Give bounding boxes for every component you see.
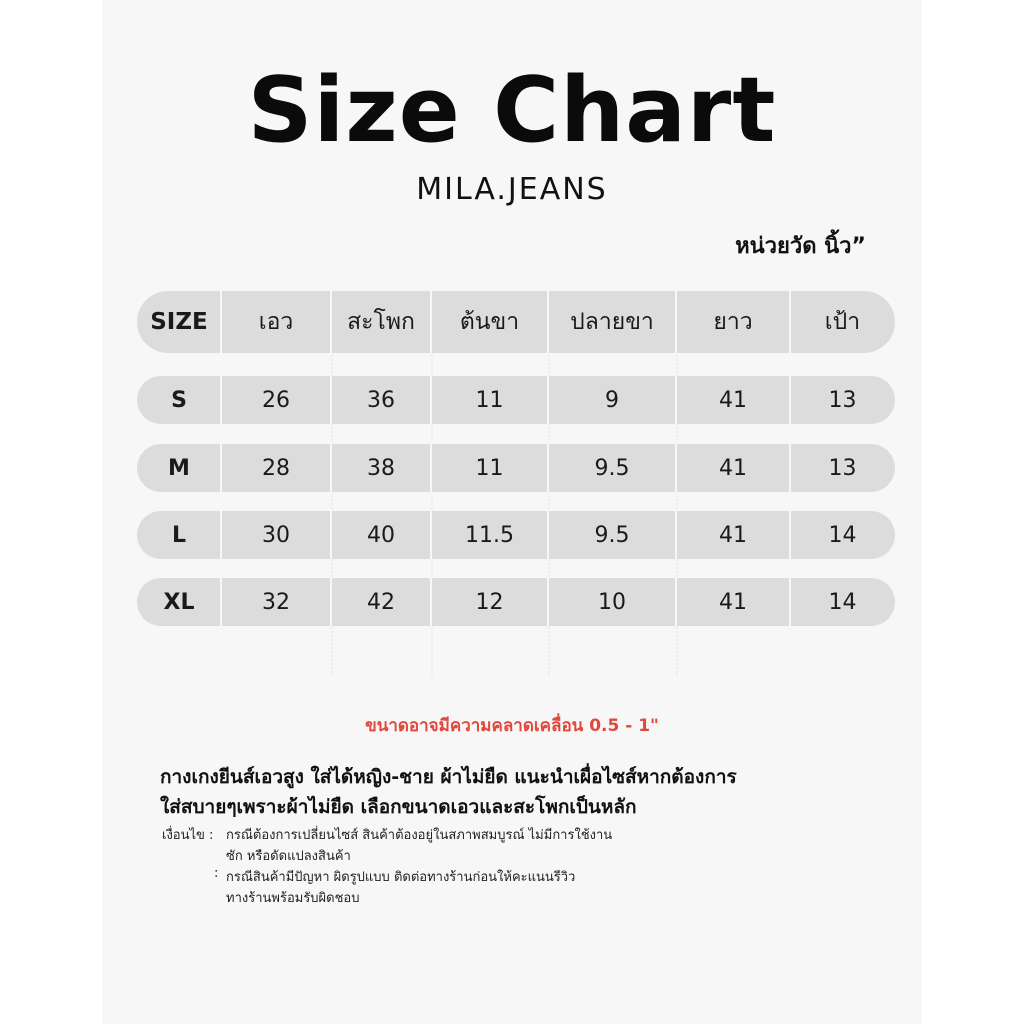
table-cell: 13 [828,455,857,481]
column-header: สะโพก [347,309,415,335]
column-header: เป้า [824,309,861,335]
condition-2-prefix: : [214,866,219,881]
table-cell: 41 [719,589,747,615]
unit-label: หน่วยวัด นิ้ว” [735,234,866,259]
conditions-label: เงื่อนไข : [162,828,214,843]
table-header-row [137,291,895,353]
column-header: ต้นขา [459,309,520,335]
table-cell: 13 [828,387,857,413]
size-label: S [171,387,187,413]
size-label: M [168,455,190,481]
table-row [137,511,895,559]
column-header: เอว [258,309,294,335]
column-header: SIZE [150,309,208,335]
table-cell: 42 [367,589,395,615]
tolerance-note: ขนาดอาจมีความคลาดเคลื่อน 0.5 - 1" [365,716,659,736]
table-cell: 40 [367,522,395,548]
description-line-1: กางเกงยีนส์เอวสูง ใส่ได้หญิง-ชาย ผ้าไม่ยืด แนะนำเผื่อไซส์หากต้องการ [160,766,737,788]
table-cell: 41 [719,387,747,413]
table-cell: 41 [719,522,747,548]
table-row [137,444,895,492]
table-cell: 11 [475,455,504,481]
size-label: XL [163,589,195,615]
table-row [137,376,895,424]
table-cell: 14 [828,589,857,615]
table-cell: 38 [367,455,395,481]
column-header: ยาว [713,309,753,335]
table-cell: 26 [262,387,290,413]
table-cell: 11 [475,387,504,413]
column-header: ปลายขา [570,309,654,335]
table-cell: 11.5 [465,522,514,548]
condition-1-line-1: กรณีต้องการเปลี่ยนไซส์ สินค้าต้องอยู่ในสภาพสมบูรณ์ ไม่มีการใช้งาน [226,828,613,843]
table-cell: 10 [598,589,626,615]
condition-2-line-2: ทางร้านพร้อมรับผิดชอบ [226,891,360,906]
table-cell: 28 [262,455,290,481]
size-label: L [171,522,187,548]
table-cell: 14 [828,522,857,548]
table-cell: 30 [262,522,290,548]
page-title: Size Chart [247,58,777,163]
table-cell: 9.5 [594,455,630,481]
table-cell: 36 [367,387,395,413]
table-cell: 32 [262,589,290,615]
table-row [137,578,895,626]
table-cell: 41 [719,455,747,481]
description-line-2: ใส่สบายๆเพราะผ้าไม่ยืด เลือกขนาดเอวและสะโพกเป็นหลัก [160,796,637,818]
condition-1-line-2: ซัก หรือดัดแปลงสินค้า [226,849,351,864]
table-cell: 9.5 [594,522,630,548]
brand-name: MILA.JEANS [416,172,608,207]
table-cell: 9 [605,387,619,413]
table-cell: 12 [475,589,504,615]
condition-2-line-1: กรณีสินค้ามีปัญหา ผิดรูปแบบ ติดต่อทางร้านก่อนให้คะแนนรีวิว [226,870,576,885]
